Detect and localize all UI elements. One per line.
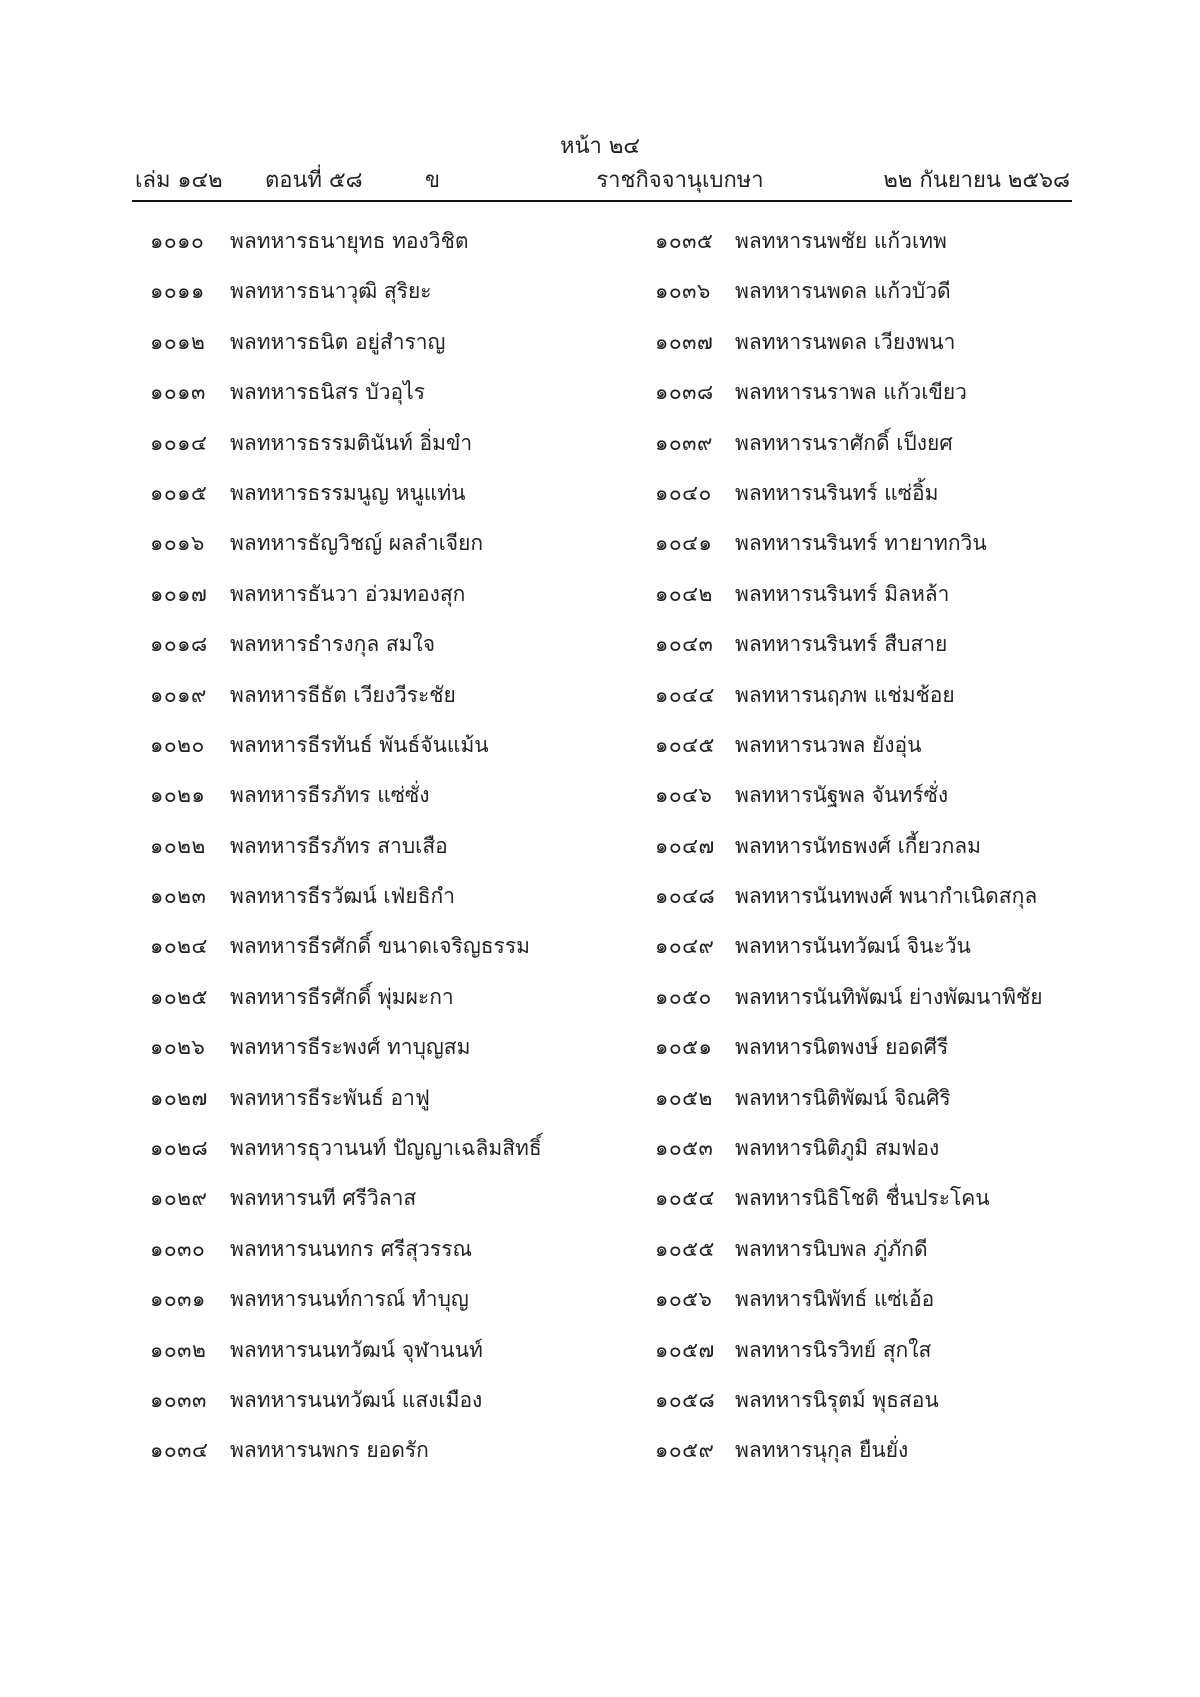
list-item xyxy=(150,1182,542,1232)
list-item xyxy=(150,1233,542,1283)
entry-name: พลทหารนนทกร ศรีสุวรรณ xyxy=(230,1236,472,1261)
entry-number: ๑๐๓๖ xyxy=(655,279,711,304)
entry-name: พลทหารธีระพงศ์ ทาบุญสม xyxy=(230,1035,471,1060)
entry-name: พลทหารนิตพงษ์ ยอดศีรี xyxy=(735,1035,949,1060)
entry-name: พลทหารธัญวิชญ์ ผลลำเจียก xyxy=(230,531,484,556)
entry-number: ๑๐๓๙ xyxy=(655,430,713,455)
entry-name: พลทหารนนทวัฒน์ จุฬานนท์ xyxy=(230,1337,483,1362)
entry-number: ๑๐๓๓ xyxy=(150,1387,207,1412)
list-item xyxy=(150,628,542,678)
entry-number: ๑๐๒๐ xyxy=(150,732,205,757)
list-item xyxy=(655,1233,1043,1283)
list-item xyxy=(655,981,1043,1031)
entry-name: พลทหารธีรทันธ์ พันธ์จันแม้น xyxy=(230,732,489,757)
entry-number: ๑๐๕๕ xyxy=(655,1236,715,1261)
entry-number: ๑๐๓๑ xyxy=(150,1287,206,1312)
list-item xyxy=(150,477,542,527)
entry-name: พลทหารนวพล ยังอุ่น xyxy=(735,732,922,757)
entry-name: พลทหารธุวานนท์ ปัญญาเฉลิมสิทธิ์ xyxy=(230,1136,542,1161)
volume-label: เล่ม ๑๔๒ xyxy=(135,168,223,193)
entry-number: ๑๐๒๖ xyxy=(150,1035,206,1060)
entry-name: พลทหารนราศักดิ์ เป็งยศ xyxy=(735,430,953,455)
list-item xyxy=(150,578,542,628)
list-item xyxy=(150,1334,542,1384)
entry-name: พลทหารนรินทร์ มิลหล้า xyxy=(735,581,950,606)
entry-name: พลทหารนัฐพล จันทร์ซั่ง xyxy=(735,783,949,808)
list-item xyxy=(655,880,1043,930)
entry-number: ๑๐๓๕ xyxy=(655,229,714,253)
entry-name: พลทหารนุกุล ยืนยั่ง xyxy=(735,1438,909,1463)
list-item xyxy=(655,427,1043,477)
list-item xyxy=(150,1434,542,1484)
entry-number: ๑๐๔๖ xyxy=(655,783,713,808)
entry-number: ๑๐๒๓ xyxy=(150,884,207,909)
list-item xyxy=(150,779,542,829)
entry-number: ๑๐๕๖ xyxy=(655,1287,713,1312)
entry-number: ๑๐๕๙ xyxy=(655,1438,715,1463)
list-item xyxy=(150,1283,542,1333)
entry-name: พลทหารนพดล เวียงพนา xyxy=(735,329,956,354)
entry-number: ๑๐๕๓ xyxy=(655,1136,714,1161)
list-item xyxy=(655,1334,1043,1384)
entry-name: พลทหารนที ศรีวิลาส xyxy=(230,1186,417,1211)
entry-number: ๑๐๒๒ xyxy=(150,833,206,858)
entry-name: พลทหารธนิสร บัวอุไร xyxy=(230,380,425,405)
list-item xyxy=(150,729,542,779)
entry-name: พลทหารนรินทร์ แซ่อิ้ม xyxy=(735,480,939,505)
entry-number: ๑๐๑๖ xyxy=(150,531,205,556)
entry-number: ๑๐๔๕ xyxy=(655,732,715,757)
list-item xyxy=(655,930,1043,980)
list-item xyxy=(150,275,542,325)
entry-number: ๑๐๔๗ xyxy=(655,833,715,858)
entry-number: ๑๐๑๙ xyxy=(150,682,207,707)
list-item xyxy=(150,376,542,426)
entry-number: ๑๐๕๔ xyxy=(655,1186,715,1211)
entry-number: ๑๐๔๑ xyxy=(655,531,713,556)
list-item xyxy=(150,1384,542,1434)
list-item xyxy=(655,1132,1043,1182)
section-label: ข xyxy=(425,168,441,193)
entry-name: พลทหารนนทวัฒน์ แสงเมือง xyxy=(230,1387,483,1412)
list-item xyxy=(655,628,1043,678)
header-divider xyxy=(132,200,1072,202)
entry-number: ๑๐๑๒ xyxy=(150,329,206,354)
issue-label: ตอนที่ ๕๘ xyxy=(265,168,363,193)
entry-name: พลทหารนิธิโชติ ชื่นประโคน xyxy=(735,1186,990,1211)
list-item xyxy=(655,578,1043,628)
entry-number: ๑๐๑๗ xyxy=(150,581,208,606)
entry-number: ๑๐๔๓ xyxy=(655,632,714,657)
entry-name: พลทหารธีรวัฒน์ เฟ่ยธิกำ xyxy=(230,884,456,909)
entry-name: พลทหารธนิต อยู่สำราญ xyxy=(230,329,446,354)
entry-name: พลทหารธนายุทธ ทองวิชิต xyxy=(230,229,469,253)
entry-name: พลทหารนิบพล ภู่ภักดี xyxy=(735,1236,928,1261)
entry-name: พลทหารธำรงกุล สมใจ xyxy=(230,632,436,657)
page-number: หน้า ๒๔ xyxy=(559,134,641,159)
entry-name: พลทหารธีระพันธ์ อาฟู xyxy=(230,1085,430,1110)
list-item xyxy=(655,275,1043,325)
list-item xyxy=(150,679,542,729)
list-item xyxy=(150,225,542,275)
gazette-header xyxy=(135,162,1070,198)
entry-number: ๑๐๒๘ xyxy=(150,1136,209,1161)
entry-name: พลทหารนิรวิทย์ สุกใส xyxy=(735,1337,932,1362)
entry-number: ๑๐๔๙ xyxy=(655,934,715,959)
list-item xyxy=(655,326,1043,376)
list-item xyxy=(655,1182,1043,1232)
entry-name: พลทหารนิพัทธ์ แซ่เอ้อ xyxy=(735,1287,935,1312)
entry-number: ๑๐๑๔ xyxy=(150,430,208,455)
list-item xyxy=(150,1132,542,1182)
list-item xyxy=(655,729,1043,779)
entry-number: ๑๐๑๕ xyxy=(150,480,208,505)
list-item xyxy=(150,830,542,880)
list-item xyxy=(150,930,542,980)
list-item xyxy=(150,326,542,376)
entry-number: ๑๐๕๒ xyxy=(655,1085,713,1110)
list-item xyxy=(150,1082,542,1132)
entry-number: ๑๐๒๕ xyxy=(150,984,208,1009)
list-item xyxy=(655,477,1043,527)
list-item xyxy=(655,376,1043,426)
entry-name: พลทหารนัทธพงศ์ เกี้ยวกลม xyxy=(735,833,982,858)
list-item xyxy=(655,830,1043,880)
list-item xyxy=(655,1434,1043,1484)
entry-name: พลทหารธีรภัทร แซ่ซั่ง xyxy=(230,783,430,808)
gazette-title: ราชกิจจานุเบกษา xyxy=(596,168,764,193)
entry-number: ๑๐๑๑ xyxy=(150,279,205,304)
entry-number: ๑๐๔๔ xyxy=(655,682,715,707)
entry-name: พลทหารธีธัต เวียงวีระชัย xyxy=(230,682,456,707)
list-item xyxy=(150,527,542,577)
entry-number: ๑๐๑๘ xyxy=(150,632,208,657)
list-item xyxy=(150,1031,542,1081)
entry-number: ๑๐๕๑ xyxy=(655,1035,713,1060)
list-item xyxy=(655,779,1043,829)
entry-name: พลทหารนฤภพ แช่มช้อย xyxy=(735,682,955,707)
entry-number: ๑๐๕๘ xyxy=(655,1387,716,1412)
entry-name: พลทหารนิรุตม์ พุธสอน xyxy=(735,1387,939,1412)
entry-name: พลทหารนพชัย แก้วเทพ xyxy=(735,229,947,253)
entry-name: พลทหารนนท์การณ์ ทำบุญ xyxy=(230,1287,469,1312)
entry-name: พลทหารนรินทร์ สืบสาย xyxy=(735,632,948,657)
entry-name: พลทหารนันทพงศ์ พนากำเนิดสกุล xyxy=(735,884,1038,909)
list-item xyxy=(655,1031,1043,1081)
entry-number: ๑๐๓๘ xyxy=(655,380,714,405)
entry-name: พลทหารธีรภัทร สาบเสือ xyxy=(230,833,448,858)
entry-name: พลทหารนิติภูมิ สมฟอง xyxy=(735,1136,940,1161)
entry-name: พลทหารธนาวุฒิ สุริยะ xyxy=(230,279,432,304)
list-item xyxy=(655,225,1043,275)
entry-number: ๑๐๔๒ xyxy=(655,581,713,606)
entry-number: ๑๐๒๗ xyxy=(150,1085,208,1110)
entry-name: พลทหารธันวา อ่วมทองสุก xyxy=(230,581,466,606)
entry-number: ๑๐๒๔ xyxy=(150,934,208,959)
publication-date: ๒๒ กันยายน ๒๕๖๘ xyxy=(883,168,1070,193)
entry-number: ๑๐๔๘ xyxy=(655,884,716,909)
entry-number: ๑๐๓๗ xyxy=(655,329,714,354)
list-item xyxy=(655,527,1043,577)
list-item xyxy=(655,1082,1043,1132)
entry-name: พลทหารนิติพัฒน์ จิณศิริ xyxy=(735,1085,951,1110)
entry-name: พลทหารนรินทร์ ทายาทกวิน xyxy=(735,531,987,556)
entry-name: พลทหารนพกร ยอดรัก xyxy=(230,1438,429,1463)
entry-number: ๑๐๕๗ xyxy=(655,1337,715,1362)
entry-name: พลทหารนพดล แก้วบัวดี xyxy=(735,279,951,304)
entry-name: พลทหารธรรมตินันท์ อิ่มขำ xyxy=(230,430,473,455)
right-column-list xyxy=(655,225,1043,1485)
entry-number: ๑๐๑๓ xyxy=(150,380,206,405)
entry-number: ๑๐๒๙ xyxy=(150,1186,208,1211)
entry-number: ๑๐๑๐ xyxy=(150,229,205,253)
entry-name: พลทหารนราพล แก้วเขียว xyxy=(735,380,967,405)
entry-number: ๑๐๓๒ xyxy=(150,1337,207,1362)
entry-name: พลทหารธีรศักดิ์ พุ่มผะกา xyxy=(230,984,454,1009)
entry-number: ๑๐๒๑ xyxy=(150,783,206,808)
list-item xyxy=(150,427,542,477)
list-item xyxy=(655,1283,1043,1333)
left-column-list xyxy=(150,225,542,1485)
entry-name: พลทหารนันทิพัฒน์ ย่างพัฒนาพิชัย xyxy=(735,984,1043,1009)
entry-number: ๑๐๓๐ xyxy=(150,1236,206,1261)
list-item xyxy=(150,981,542,1031)
list-item xyxy=(655,1384,1043,1434)
entry-name: พลทหารนันทวัฒน์ จินะวัน xyxy=(735,934,971,959)
list-item xyxy=(655,679,1043,729)
entry-number: ๑๐๕๐ xyxy=(655,984,712,1009)
entry-name: พลทหารธีรศักดิ์ ขนาดเจริญธรรม xyxy=(230,934,530,959)
list-item xyxy=(150,880,542,930)
entry-name: พลทหารธรรมนูญ หนูแท่น xyxy=(230,480,466,505)
entry-number: ๑๐๔๐ xyxy=(655,480,712,505)
entry-number: ๑๐๓๔ xyxy=(150,1438,209,1463)
